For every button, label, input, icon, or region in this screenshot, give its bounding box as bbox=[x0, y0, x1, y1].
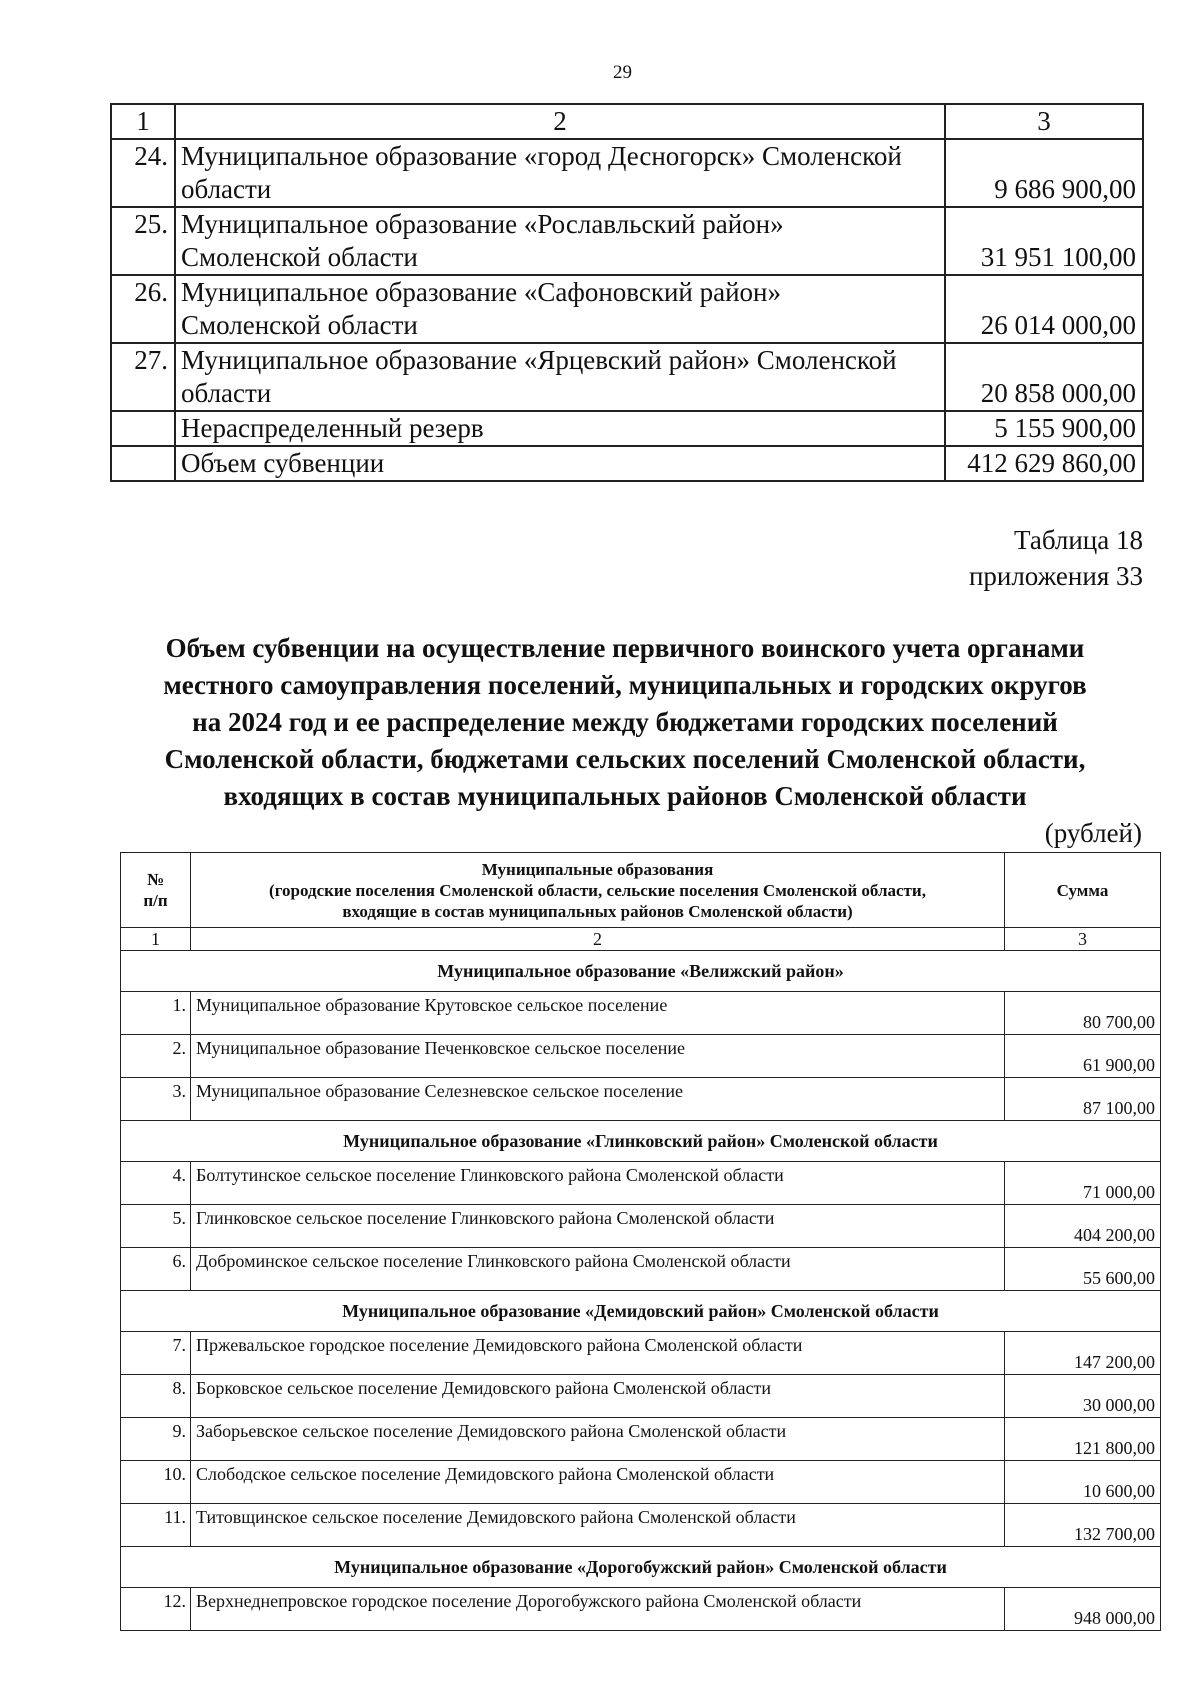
header-cell: 2 bbox=[175, 104, 945, 139]
units-label: (рублей) bbox=[1044, 818, 1142, 848]
table-row: 5. Глинковское сельское поселение Глинковского района Смоленской области 404 200,00 bbox=[121, 1205, 1161, 1248]
total-label: Объем субвенции bbox=[175, 446, 945, 481]
row-sum: 20 858 000,00 bbox=[945, 343, 1143, 411]
table-row: 4. Болтутинское сельское поселение Глинковского района Смоленской области 71 000,00 bbox=[121, 1162, 1161, 1205]
row-name: Муниципальное образование «Ярцевский район» Смоленской области bbox=[175, 343, 945, 411]
table-row: 12. Верхнеднепровское городское поселение Дорогобужского района Смоленской области 948 000,00 bbox=[121, 1588, 1161, 1631]
table-row: 3. Муниципальное образование Селезневское сельское поселение 87 100,00 bbox=[121, 1078, 1161, 1121]
document-title: Объем субвенции на осуществление первичного воинского учета органами местного самоуправления поселений, муниципальных и городских округов на 2024 год и ее распределение между бюджетами городских поселений Смоленской области, бюджетами сельских поселений Смоленской области, входящих в состав муниципальных районов Смоленской области bbox=[163, 633, 1087, 811]
row-name: Муниципальное образование «город Десногорск» Смоленской области bbox=[175, 139, 945, 207]
group-header: Муниципальное образование «Велижский район» bbox=[121, 951, 1161, 992]
header-entities: Муниципальные образования (городские поселения Смоленской области, сельские поселения Смоленской области, входящие в состав муниципальных районов Смоленской области) bbox=[191, 853, 1005, 928]
distribution-table bbox=[120, 852, 1161, 1631]
table-row: 2. Муниципальное образование Печенковское сельское поселение 61 900,00 bbox=[121, 1035, 1161, 1078]
row-number: 25. bbox=[111, 207, 175, 275]
column-index-row: 1 2 3 bbox=[121, 928, 1161, 951]
row-name: Муниципальное образование «Рославльский район» Смоленской области bbox=[175, 207, 945, 275]
continuation-table bbox=[110, 103, 1144, 482]
table-row: 1. Муниципальное образование Крутовское сельское поселение 80 700,00 bbox=[121, 992, 1161, 1035]
table-row: 10. Слободское сельское поселение Демидовского района Смоленской области 10 600,00 bbox=[121, 1461, 1161, 1504]
table-row bbox=[111, 207, 1143, 275]
row-name: Муниципальное образование «Сафоновский район» Смоленской области bbox=[175, 275, 945, 343]
table-row: 9. Заборьевское сельское поселение Демидовского района Смоленской области 121 800,00 bbox=[121, 1418, 1161, 1461]
header-sum: Сумма bbox=[1005, 853, 1161, 928]
group-header: Муниципальное образование «Демидовский район» Смоленской области bbox=[121, 1291, 1161, 1332]
total-row bbox=[111, 446, 1143, 481]
row-number: 24. bbox=[111, 139, 175, 207]
reserve-label: Нераспределенный резерв bbox=[175, 411, 945, 446]
group-header: Муниципальное образование «Дорогобужский район» Смоленской области bbox=[121, 1547, 1161, 1588]
total-sum: 412 629 860,00 bbox=[945, 446, 1143, 481]
header-number: № п/п bbox=[121, 853, 191, 928]
table-row: 7. Пржевальское городское поселение Демидовского района Смоленской области 147 200,00 bbox=[121, 1332, 1161, 1375]
table-header-row bbox=[111, 104, 1143, 139]
table-row: 11. Титовщинское сельское поселение Демидовского района Смоленской области 132 700,00 bbox=[121, 1504, 1161, 1547]
row-sum: 26 014 000,00 bbox=[945, 275, 1143, 343]
row-number: 27. bbox=[111, 343, 175, 411]
table-row: 6. Доброминское сельское поселение Глинковского района Смоленской области 55 600,00 bbox=[121, 1248, 1161, 1291]
header-cell: 1 bbox=[111, 104, 175, 139]
reserve-sum: 5 155 900,00 bbox=[945, 411, 1143, 446]
table-row bbox=[111, 343, 1143, 411]
table-row bbox=[111, 275, 1143, 343]
header-cell: 3 bbox=[945, 104, 1143, 139]
table-row: 8. Борковское сельское поселение Демидовского района Смоленской области 30 000,00 bbox=[121, 1375, 1161, 1418]
row-number: 26. bbox=[111, 275, 175, 343]
group-header: Муниципальное образование «Глинковский район» Смоленской области bbox=[121, 1121, 1161, 1162]
table-row bbox=[111, 139, 1143, 207]
reserve-row bbox=[111, 411, 1143, 446]
table-header-row bbox=[121, 853, 1161, 928]
table-caption: Таблица 18 приложения 33 bbox=[968, 525, 1143, 591]
row-sum: 9 686 900,00 bbox=[945, 139, 1143, 207]
page-number: 29 bbox=[613, 62, 632, 83]
row-sum: 31 951 100,00 bbox=[945, 207, 1143, 275]
